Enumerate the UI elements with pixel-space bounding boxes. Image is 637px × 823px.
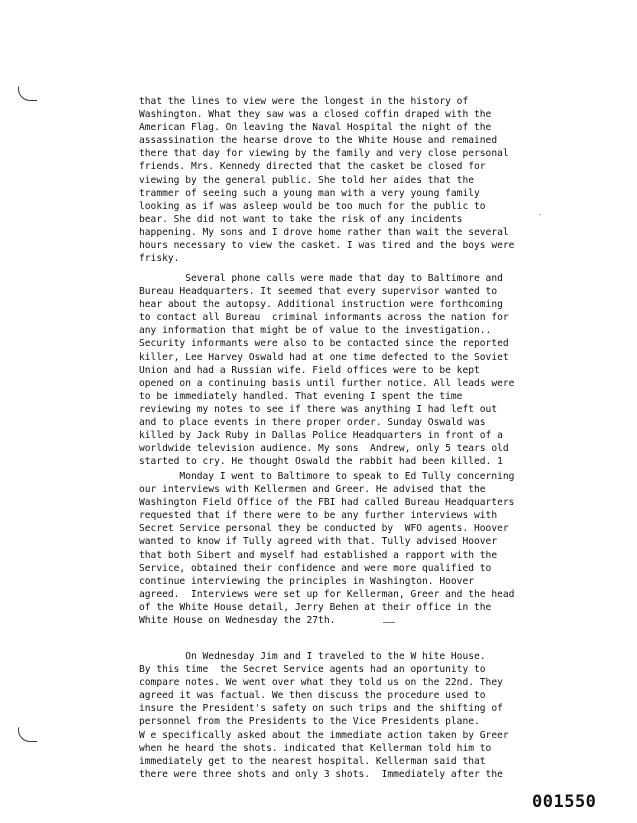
text-line: worldwide television audience. My sons Andrew, only 5 tears old (139, 443, 509, 455)
text-line: any information that might be of value to the investigation.. (139, 325, 492, 337)
text-line: there were three shots and only 3 shots. Immediately after the (139, 768, 503, 780)
text-line: Washington Field Office of the FBI had called Bureau Headquarters (139, 497, 515, 509)
text-line: reviewing my notes to see if there was anything I had left out (139, 403, 498, 415)
text-line: On Wednesday Jim and I traveled to the W hite House. (139, 651, 486, 662)
text-line: to contact all Bureau criminal informants across the nation for (139, 312, 509, 324)
paragraph-2 (139, 272, 549, 468)
text-line: there that day for viewing by the family and very close personal (139, 148, 509, 160)
text-line: hours necessary to view the casket. I was tired and the boys were (139, 240, 515, 252)
text-line: our interviews with Kellermen and Greer. He advised that the (139, 484, 486, 496)
text-line: requested that if there were to be any further interviews with (139, 510, 498, 522)
text-line: to be immediately handled. That evening I spent the time (139, 390, 463, 402)
text-line: Secret Service personal they be conducted by WFO agents. Hoover (139, 523, 509, 535)
text-line: opened on a continuing basis until further notice. All leads were (139, 377, 515, 389)
text-line: agreed it was factual. We then discuss the procedure used to (139, 690, 486, 702)
text-line: Service, obtained their confidence and were more qualified to (139, 562, 492, 574)
text-line: compare notes. We went over what they told us on the 22nd. They (139, 677, 503, 689)
text-line: bear. She did not want to take the risk of any incidents (139, 213, 463, 225)
punch-hole-mark-bottom (18, 727, 37, 742)
paragraph-1 (139, 95, 549, 265)
text-line: viewing by the general public. She told her aides that the (139, 174, 475, 186)
text-line: frisky. (139, 253, 180, 265)
text-line: wanted to know if Tully agreed with that. Tully advised Hoover (139, 536, 498, 548)
text-line: that both Sibert and myself had established a rapport with the (139, 549, 498, 561)
text-line: W e specifically asked about the immediate action taken by Greer (139, 729, 509, 741)
text-line: Washington. What they saw was a closed coffin draped with the (139, 109, 492, 121)
text-line: of the White House detail, Jerry Behen at their office in the (139, 601, 492, 613)
paragraph-4 (139, 650, 549, 781)
text-line: White House on Wednesday the 27th. (139, 615, 336, 627)
text-line: Bureau Headquarters. It seemed that every supervisor wanted to (139, 286, 498, 298)
text-line: immediately get to the nearest hospital. Kellerman said that (139, 755, 486, 767)
document-number: 001550 (532, 792, 597, 812)
stray-mark-dot: · (538, 211, 543, 219)
text-line: American Flag. On leaving the Naval Hospital the night of the (139, 122, 492, 134)
text-line: and to place events in there proper order. Sunday Oswald was (139, 417, 486, 429)
text-line: personnel from the Presidents to the Vice Presidents plane. (139, 716, 480, 728)
text-line: By this time the Secret Service agents had an oportunity to (139, 664, 486, 676)
text-line: Monday I went to Baltimore to speak to Ed Tully concerning (139, 471, 515, 482)
stray-mark-dash (383, 622, 395, 623)
text-line: hear about the autopsy. Additional instruction were forthcoming (139, 299, 503, 311)
text-line: agreed. Interviews were set up for Kellerman, Greer and the head (139, 588, 515, 600)
text-line: Several phone calls were made that day to Baltimore and (139, 273, 503, 284)
text-line: happening. My sons and I drove home rather than wait the several (139, 226, 509, 238)
text-line: killed by Jack Ruby in Dallas Police Headquarters in front of a (139, 430, 503, 442)
paragraph-3 (139, 470, 549, 627)
text-line: killer, Lee Harvey Oswald had at one time defected to the Soviet (139, 351, 509, 363)
text-line: looking as if was asleep would be too much for the public to (139, 200, 486, 212)
punch-hole-mark-top (18, 86, 37, 101)
text-line: started to cry. He thought Oswald the rabbit had been killed. 1 (139, 456, 503, 468)
text-line: friends. Mrs. Kennedy directed that the casket be closed for (139, 161, 486, 173)
text-line: assassination the hearse drove to the White House and remained (139, 135, 498, 147)
text-line: Security informants were also to be contacted since the reported (139, 338, 509, 350)
text-line: insure the President's safety on such trips and the shifting of (139, 703, 503, 715)
text-line: continue interviewing the principles in Washington. Hoover (139, 575, 475, 587)
text-line: when he heard the shots. indicated that Kellerman told him to (139, 742, 492, 754)
text-line: Union and had a Russian wife. Field offices were to be kept (139, 364, 480, 376)
text-line: that the lines to view were the longest in the history of (139, 96, 469, 107)
text-line: trammer of seeing such a young man with a very young family (139, 187, 480, 199)
